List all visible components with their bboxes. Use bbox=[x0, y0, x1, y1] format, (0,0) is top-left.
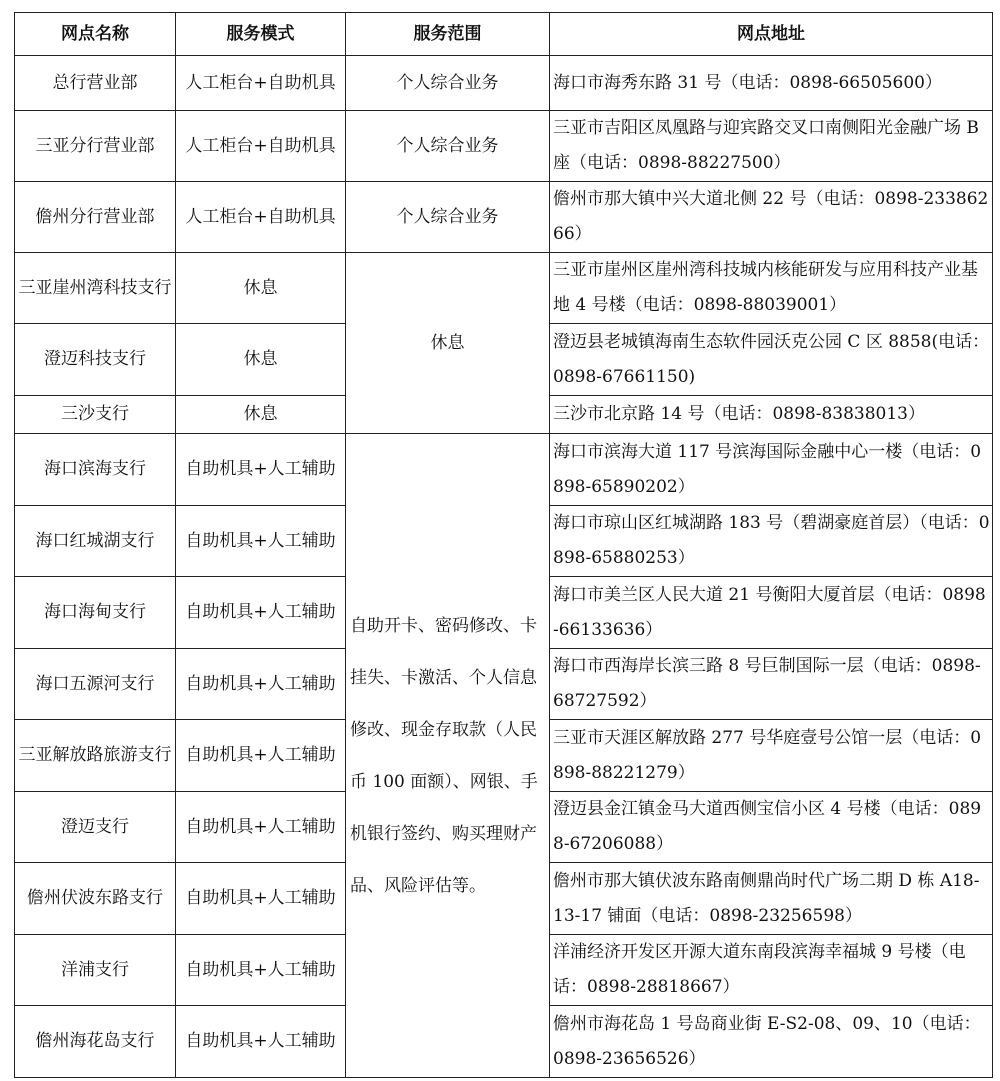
branch-address: 三沙市北京路 14 号（电话：0898-83838013） bbox=[550, 396, 993, 434]
table-row bbox=[15, 182, 993, 253]
table-row bbox=[15, 434, 993, 506]
table-header-row bbox=[15, 13, 993, 56]
branch-name: 澄迈科技支行 bbox=[15, 324, 176, 396]
branch-name: 儋州分行营业部 bbox=[15, 182, 176, 253]
service-mode: 人工柜台+自助机具 bbox=[176, 56, 346, 111]
service-mode: 自助机具+人工辅助 bbox=[176, 863, 346, 935]
branch-name: 海口海甸支行 bbox=[15, 577, 176, 649]
branch-address: 海口市滨海大道 117 号滨海国际金融中心一楼（电话：0898-65890202） bbox=[550, 434, 993, 506]
branch-name: 儋州海花岛支行 bbox=[15, 1006, 176, 1078]
header-branch-address: 网点地址 bbox=[550, 13, 993, 56]
branch-address: 三亚市天涯区解放路 277 号华庭壹号公馆一层（电话：0898-88221279） bbox=[550, 720, 993, 792]
branch-service-table bbox=[14, 12, 993, 1078]
service-mode: 自助机具+人工辅助 bbox=[176, 506, 346, 577]
service-mode: 自助机具+人工辅助 bbox=[176, 792, 346, 863]
service-mode: 自助机具+人工辅助 bbox=[176, 720, 346, 792]
header-branch-name: 网点名称 bbox=[15, 13, 176, 56]
branch-address: 三亚市吉阳区凤凰路与迎宾路交叉口南侧阳光金融广场 B 座（电话：0898-88227500） bbox=[550, 111, 993, 182]
branch-name: 海口滨海支行 bbox=[15, 434, 176, 506]
branch-address: 洋浦经济开发区开源大道东南段滨海幸福城 9 号楼（电话：0898-28818667） bbox=[550, 935, 993, 1006]
branch-address: 儋州市海花岛 1 号岛商业街 E-S2-08、09、10（电话：0898-23656526） bbox=[550, 1006, 993, 1078]
branch-address: 澄迈县老城镇海南生态软件园沃克公园 C 区 8858(电话：0898-67661150) bbox=[550, 324, 993, 396]
branch-address: 儋州市那大镇中兴大道北侧 22 号（电话：0898-23386266） bbox=[550, 182, 993, 253]
service-mode: 自助机具+人工辅助 bbox=[176, 649, 346, 720]
service-mode: 人工柜台+自助机具 bbox=[176, 182, 346, 253]
service-mode: 自助机具+人工辅助 bbox=[176, 1006, 346, 1078]
branch-name: 澄迈支行 bbox=[15, 792, 176, 863]
branch-name: 海口五源河支行 bbox=[15, 649, 176, 720]
table-row bbox=[15, 111, 993, 182]
branch-name: 三亚解放路旅游支行 bbox=[15, 720, 176, 792]
service-scope: 个人综合业务 bbox=[346, 56, 550, 111]
service-mode: 自助机具+人工辅助 bbox=[176, 434, 346, 506]
service-scope: 个人综合业务 bbox=[346, 111, 550, 182]
branch-table-container bbox=[14, 12, 992, 1078]
branch-name: 总行营业部 bbox=[15, 56, 176, 111]
branch-name: 三亚崖州湾科技支行 bbox=[15, 253, 176, 324]
table-row bbox=[15, 253, 993, 324]
service-mode: 自助机具+人工辅助 bbox=[176, 935, 346, 1006]
header-service-mode: 服务模式 bbox=[176, 13, 346, 56]
table-row bbox=[15, 56, 993, 111]
service-scope: 休息 bbox=[346, 253, 550, 434]
branch-address: 海口市琼山区红城湖路 183 号（碧湖豪庭首层）（电话：0898-65880253） bbox=[550, 506, 993, 577]
service-mode: 休息 bbox=[176, 396, 346, 434]
branch-name: 儋州伏波东路支行 bbox=[15, 863, 176, 935]
branch-address: 儋州市那大镇伏波东路南侧鼎尚时代广场二期 D 栋 A18-13-17 铺面（电话：0898-23256598） bbox=[550, 863, 993, 935]
service-mode: 人工柜台+自助机具 bbox=[176, 111, 346, 182]
service-scope: 个人综合业务 bbox=[346, 182, 550, 253]
branch-name: 洋浦支行 bbox=[15, 935, 176, 1006]
service-mode: 休息 bbox=[176, 324, 346, 396]
branch-address: 澄迈县金江镇金马大道西侧宝信小区 4 号楼（电话：0898-67206088） bbox=[550, 792, 993, 863]
branch-address: 海口市海秀东路 31 号（电话：0898-66505600） bbox=[550, 56, 993, 111]
branch-address: 海口市美兰区人民大道 21 号衡阳大厦首层（电话：0898-66133636） bbox=[550, 577, 993, 649]
service-mode: 休息 bbox=[176, 253, 346, 324]
header-service-scope: 服务范围 bbox=[346, 13, 550, 56]
service-mode: 自助机具+人工辅助 bbox=[176, 577, 346, 649]
branch-name: 三亚分行营业部 bbox=[15, 111, 176, 182]
branch-address: 三亚市崖州区崖州湾科技城内核能研发与应用科技产业基地 4 号楼（电话：0898-88039001） bbox=[550, 253, 993, 324]
branch-address: 海口市西海岸长滨三路 8 号巨制国际一层（电话：0898-68727592） bbox=[550, 649, 993, 720]
branch-name: 海口红城湖支行 bbox=[15, 506, 176, 577]
branch-name: 三沙支行 bbox=[15, 396, 176, 434]
service-scope-self-service: 自助开卡、密码修改、卡挂失、卡激活、个人信息修改、现金存取款（人民币 100 面额）、网银、手机银行签约、购买理财产品、风险评估等。 bbox=[346, 434, 550, 1078]
